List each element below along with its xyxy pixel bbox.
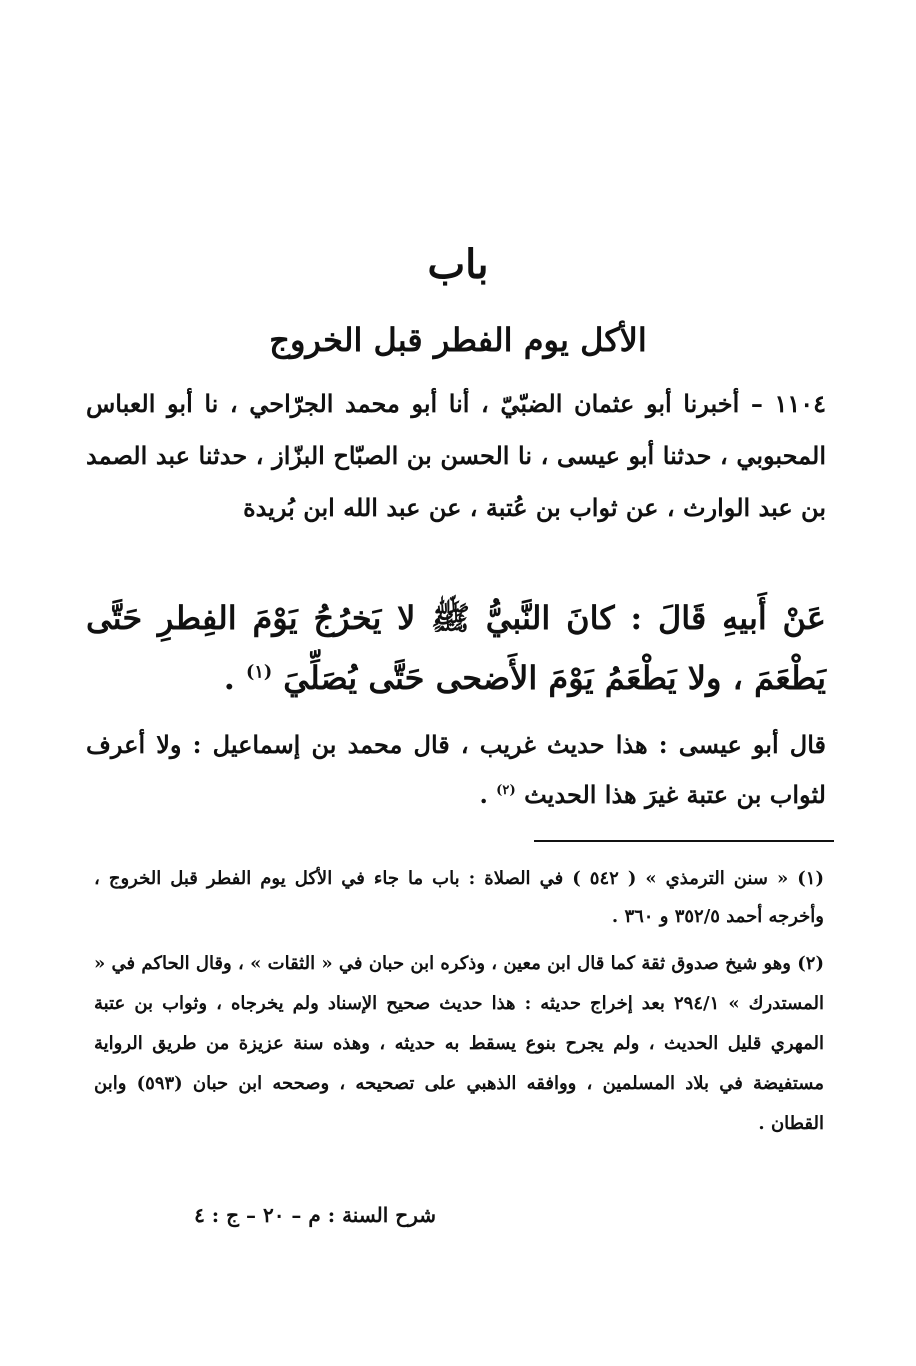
hadith-matn-block [86, 588, 826, 708]
chapter-title: الأكل يوم الفطر قبل الخروج [269, 321, 647, 359]
section-heading-bab: باب [427, 241, 489, 288]
matn-end-mark: . [223, 659, 235, 697]
hadith-isnad: ١١٠٤ – أخبرنا أبو عثمان الضبّيّ ، أنا أبو محمد الجرّاحي ، نا أبو العباس المحبوبي ، حدثنا أبو عيسى ، نا الحسن بن الصبّاح البزّاز ، حدثنا عبد الصمد بن عبد الوارث ، عن ثواب بن عُتبة ، عن عبد الله ابن بُريدة [86, 389, 826, 522]
hadith-matn: عَنْ أَبيهِ قَالَ : كانَ النَّبيُّ ﷺ لا يَخرُجُ يَوْمَ الفِطرِ حَتَّى يَطْعَمَ ، ولا يَطْعَمُ يَوْمَ الأَضحى حَتَّى يُصَلِّيَ [86, 599, 826, 697]
author-comment: قال أبو عيسى : هذا حديث غريب ، قال محمد بن إسماعيل : ولا أعرف لثواب بن عتبة غيرَ هذا الحديث [86, 730, 826, 809]
footnote-ref-1: (١) [246, 661, 273, 683]
author-comment-block [86, 720, 826, 820]
page-signature: شرح السنة : م – ٢٠ – ج : ٤ [194, 1203, 436, 1227]
comment-end-mark: . [479, 780, 488, 809]
footnote-1: (١) « سنن الترمذي » ( ٥٤٢ ) في الصلاة : باب ما جاء في الأكل يوم الفطر قبل الخروج ، وأخرجه أحمد ٣٥٢/٥ و ٣٦٠ . [94, 868, 824, 927]
footnote-2: (٢) وهو شيخ صدوق ثقة كما قال ابن معين ، وذكره ابن حبان في « الثقات » ، وقال الحاكم في « المستدرك » ٢٩٤/١ بعد إخراج حديثه : هذا حديث صحيح الإسناد ولم يخرجاه ، وثواب بن عتبة المهري قليل الحديث ، ولم يجرح بنوع يسقط به حديثه ، وهذه سنة عزيزة من طريق الرواية مستفيضة في بلاد المسلمين ، ووافقه الذهبي على تصحيحه ، وصححه ابن حبان (٥٩٣) وابن القطان . [94, 953, 824, 1134]
footnote-ref-2: (٢) [496, 783, 516, 798]
footnote-separator [534, 840, 834, 842]
